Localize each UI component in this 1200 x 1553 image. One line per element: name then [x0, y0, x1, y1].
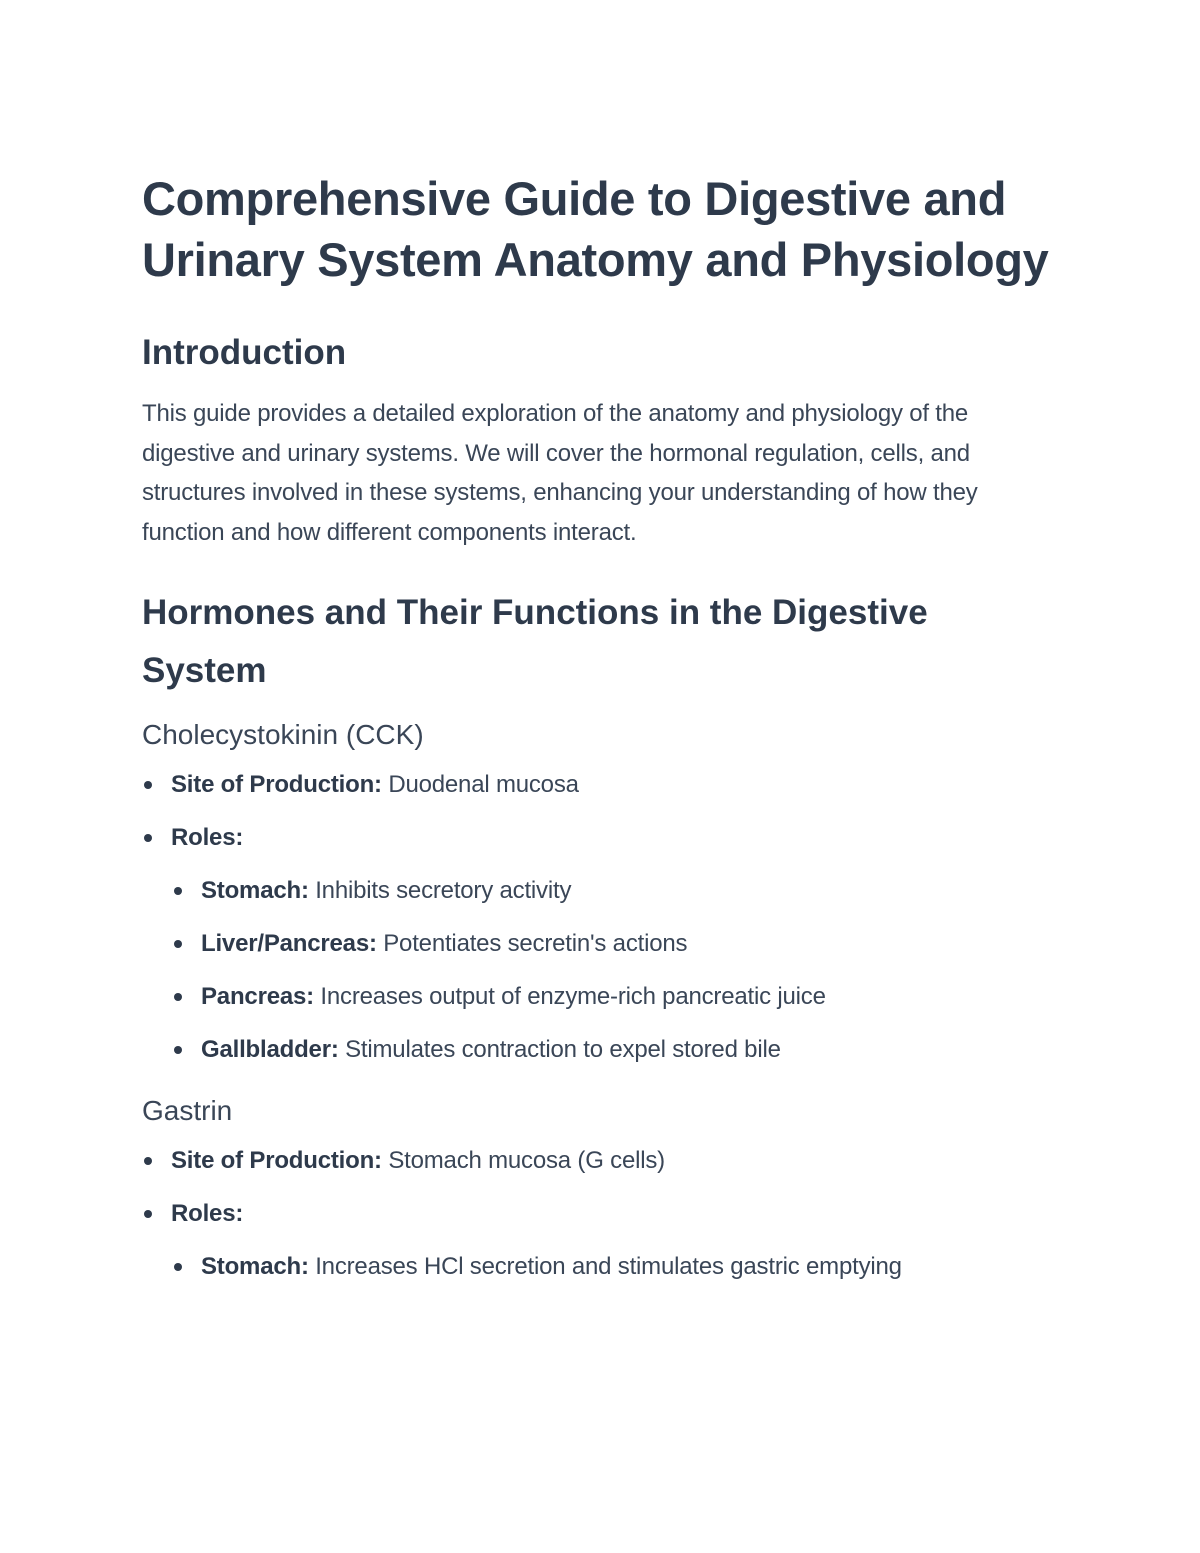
bullet-icon	[174, 1263, 182, 1271]
list-item	[142, 758, 1052, 811]
role-term: Stomach:	[201, 1253, 309, 1280]
gastrin-roles-list	[171, 1240, 1052, 1293]
page-title: Comprehensive Guide to Digestive and Urinary System Anatomy and Physiology	[142, 172, 1049, 286]
list-item	[142, 811, 1052, 1076]
bullet-icon	[174, 993, 182, 1001]
gastrin-heading: Gastrin	[142, 1095, 233, 1126]
site-label: Site of Production:	[171, 771, 382, 798]
list-item	[171, 864, 1052, 917]
role-text: Increases output of enzyme-rich pancreatic juice	[320, 983, 826, 1010]
bullet-icon	[174, 940, 182, 948]
role-term: Stomach:	[201, 877, 309, 904]
list-item	[171, 970, 1052, 1023]
role-term: Pancreas:	[201, 983, 314, 1010]
role-text: Stimulates contraction to expel stored bile	[345, 1036, 781, 1063]
role-text: Potentiates secretin's actions	[383, 930, 688, 957]
site-value: Duodenal mucosa	[388, 771, 579, 798]
roles-label: Roles:	[171, 1200, 244, 1227]
role-text: Inhibits secretory activity	[315, 877, 572, 904]
site-value: Stomach mucosa (G cells)	[388, 1147, 665, 1174]
bullet-icon	[144, 1157, 152, 1165]
list-item	[171, 1023, 1052, 1076]
role-term: Liver/Pancreas:	[201, 930, 377, 957]
hormones-section-heading: Hormones and Their Functions in the Digestive System	[142, 593, 928, 690]
document-page	[142, 168, 1052, 1293]
introduction-paragraph: This guide provides a detailed exploration of the anatomy and physiology of the digestive and urinary systems. We will cover the hormonal regulation, cells, and structures involved in these systems, enhancing your understanding of how they function and how different components interact.	[142, 400, 978, 546]
bullet-icon	[174, 887, 182, 895]
list-item	[142, 1187, 1052, 1293]
cck-heading: Cholecystokinin (CCK)	[142, 719, 424, 750]
bullet-icon	[144, 781, 152, 789]
bullet-icon	[144, 1210, 152, 1218]
gastrin-list	[142, 1134, 1052, 1293]
cck-roles-list	[171, 864, 1052, 1076]
list-item	[171, 917, 1052, 970]
introduction-heading: Introduction	[142, 333, 347, 372]
role-text: Increases HCl secretion and stimulates gastric emptying	[315, 1253, 902, 1280]
list-item	[142, 1134, 1052, 1187]
role-term: Gallbladder:	[201, 1036, 339, 1063]
site-label: Site of Production:	[171, 1147, 382, 1174]
bullet-icon	[174, 1046, 182, 1054]
cck-list	[142, 758, 1052, 1076]
list-item	[171, 1240, 1052, 1293]
roles-label: Roles:	[171, 824, 244, 851]
bullet-icon	[144, 834, 152, 842]
